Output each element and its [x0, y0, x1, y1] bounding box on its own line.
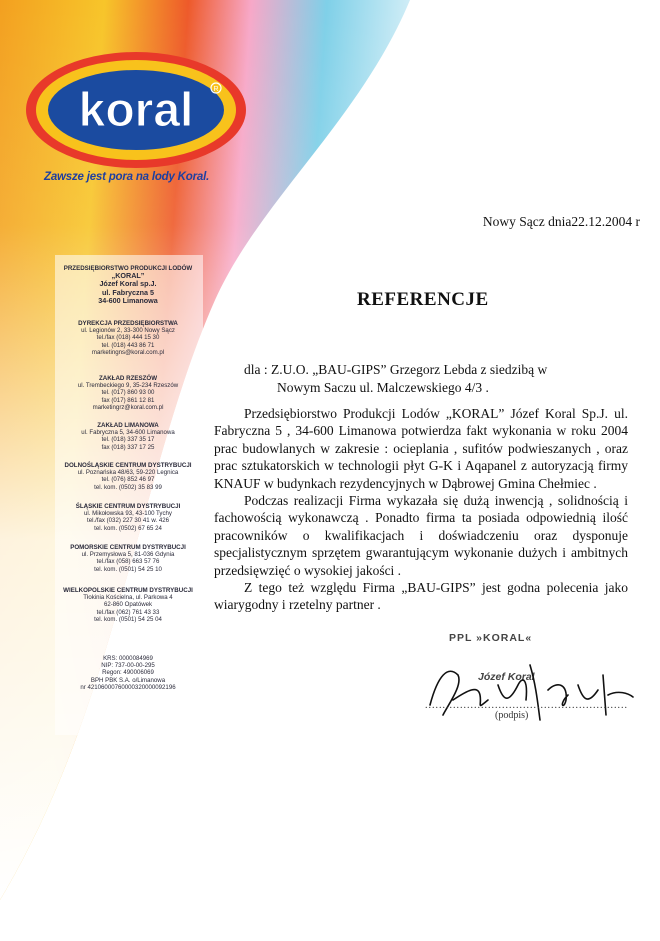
registry-line: nr 42106000760000320000092196: [80, 683, 176, 691]
section-line: marketingns@koral.com.pl: [91, 348, 165, 356]
section-heading: POMORSKIE CENTRUM DYSTRYBUCJI: [70, 544, 186, 551]
section-line: fax (017) 861 12 81: [101, 396, 155, 404]
section-line: tel. (018) 443 86 71: [101, 341, 155, 349]
company-stamp: PPL »KORAL«: [449, 632, 533, 644]
section-heading: DYREKCJA PRZEDSIĘBIORSTWA: [78, 320, 178, 327]
section-heading: DOLNOŚLĄSKIE CENTRUM DYSTRYBUCJI: [64, 462, 192, 469]
section-line: fax (018) 337 17 25: [101, 443, 155, 451]
company-line: PRZEDSIĘBIORSTWO PRODUKCJI LODÓW: [63, 265, 193, 272]
letter-date: Nowy Sącz dnia22.12.2004 r: [482, 214, 640, 229]
stamp-signatory: Józef Koral: [478, 671, 535, 683]
section-line: tel. (017) 860 93 00: [101, 389, 155, 397]
sidebar-section: [58, 544, 198, 573]
signature-line: ..........................................................: [425, 700, 628, 711]
section-line: ul. Trembeckiego 9, 35-234 Rzeszów: [77, 382, 179, 390]
company-line: „KORAL”: [111, 271, 145, 281]
section-line: tel. kom. (0502) 67 65 24: [94, 524, 162, 532]
section-line: tel. kom. (0501) 54 25 10: [94, 565, 162, 573]
section-line: ul. Legionów 2, 33-300 Nowy Sącz: [81, 327, 175, 335]
letter-body: [214, 405, 628, 614]
section-line: ul. Fabryczna 5, 34-600 Limanowa: [81, 429, 175, 437]
addressee: [244, 361, 624, 397]
section-line: tel. (018) 337 35 17: [101, 436, 155, 444]
sidebar-section: [58, 375, 198, 411]
section-line: tel./fax (018) 444 15 30: [96, 334, 160, 342]
addressee-line: Z.U.O. „BAU-GIPS” Grzegorz Lebda z siedzibą w: [271, 362, 548, 377]
logo-tagline: Zawsze jest pora na lody Koral.: [44, 171, 210, 183]
company-line: ul. Fabryczna 5: [102, 287, 154, 297]
addressee-line: Nowym Saczu ul. Malczewskiego 4/3 .: [277, 380, 489, 395]
addressee-prefix: dla :: [244, 362, 268, 377]
svg-text:koral: koral: [78, 84, 194, 137]
company-line: Józef Koral sp.J.: [99, 279, 157, 289]
body-paragraph: Przedsiębiorstwo Produkcji Lodów „KORAL” Józef Koral Sp.J. ul. Fabryczna 5 , 34-600 Limanowa potwierdza fakt wykonania w roku 2004 prac budowlanych w zakresie : ocieplania , sufitów podwieszanych , oraz prac sztukatorskich w technologii płyt G-K i Aqapanel z autoryzacją firmy KNAUF w budynkach rezydencyjnych w Dąbrowej Gmina Chełmiec .: [214, 406, 628, 491]
registry-line: Regon: 490006069: [102, 669, 154, 677]
company-registry: [58, 655, 198, 691]
section-line: Tłokinia Kościelna, ul. Parkowa 4: [83, 594, 173, 602]
section-line: 62-860 Opatówek: [103, 601, 153, 609]
section-line: ul. Poznańska 48/63, 59-220 Legnica: [77, 469, 179, 477]
section-line: tel./fax (062) 761 43 33: [96, 608, 160, 616]
sidebar-section: [58, 462, 198, 491]
section-line: tel./fax (032) 227 30 41 w. 426: [87, 517, 169, 525]
section-line: tel. kom. (0502) 35 83 99: [94, 483, 162, 491]
section-line: tel./fax (058) 663 57 76: [96, 558, 160, 566]
company-line: 34-600 Limanowa: [98, 295, 158, 305]
sidebar-section: [58, 587, 198, 623]
section-line: tel. kom. (0501) 54 25 04: [94, 615, 162, 623]
section-heading: WIELKOPOLSKIE CENTRUM DYSTRYBUCJI: [63, 587, 193, 594]
body-paragraph: Z tego też względu Firma „BAU-GIPS” jest godna polecenia jako wiarygodny i rzetelny partner .: [214, 580, 628, 613]
signature-label: (podpis): [495, 710, 529, 721]
company-header: [58, 265, 198, 305]
sidebar-section: [58, 422, 198, 451]
registry-line: NIP: 737-00-00-295: [101, 662, 155, 670]
section-heading: ZAKŁAD RZESZÓW: [98, 375, 158, 382]
section-line: ul. Mikołowska 93, 43-100 Tychy: [84, 510, 172, 518]
section-line: tel. (076) 852 46 97: [101, 476, 155, 484]
koral-logo: [22, 48, 250, 186]
registry-line: BPH PBK S.A. o/Limanowa: [90, 676, 166, 684]
body-paragraph: Podczas realizacji Firma wykazała się dużą inwencją , solidnością i fachowością wykonawczą . Ponadto firma ta posiada odpowiednią ilość pracowników o kwalifikacjach i doświadczeniu oraz dysponuje specjalistycznym sprzętem gwarantującym wykonanie dużych i ambitnych przedsięwzięć o wysokiej jakości .: [214, 493, 628, 578]
section-line: ul. Przemysłowa 5, 81-036 Gdynia: [81, 551, 175, 559]
sidebar-section: [58, 503, 198, 532]
section-heading: ZAKŁAD LIMANOWA: [97, 422, 159, 429]
document-title: REFERENCJE: [357, 289, 489, 310]
svg-text:R: R: [213, 86, 219, 93]
company-sidebar: [58, 260, 198, 730]
section-line: marketingrz@koral.com.pl: [92, 403, 164, 411]
registry-line: KRS: 0000084969: [103, 655, 153, 662]
section-heading: ŚLĄSKIE CENTRUM DYSTRYBUCJI: [75, 503, 181, 510]
sidebar-section: [58, 320, 198, 356]
